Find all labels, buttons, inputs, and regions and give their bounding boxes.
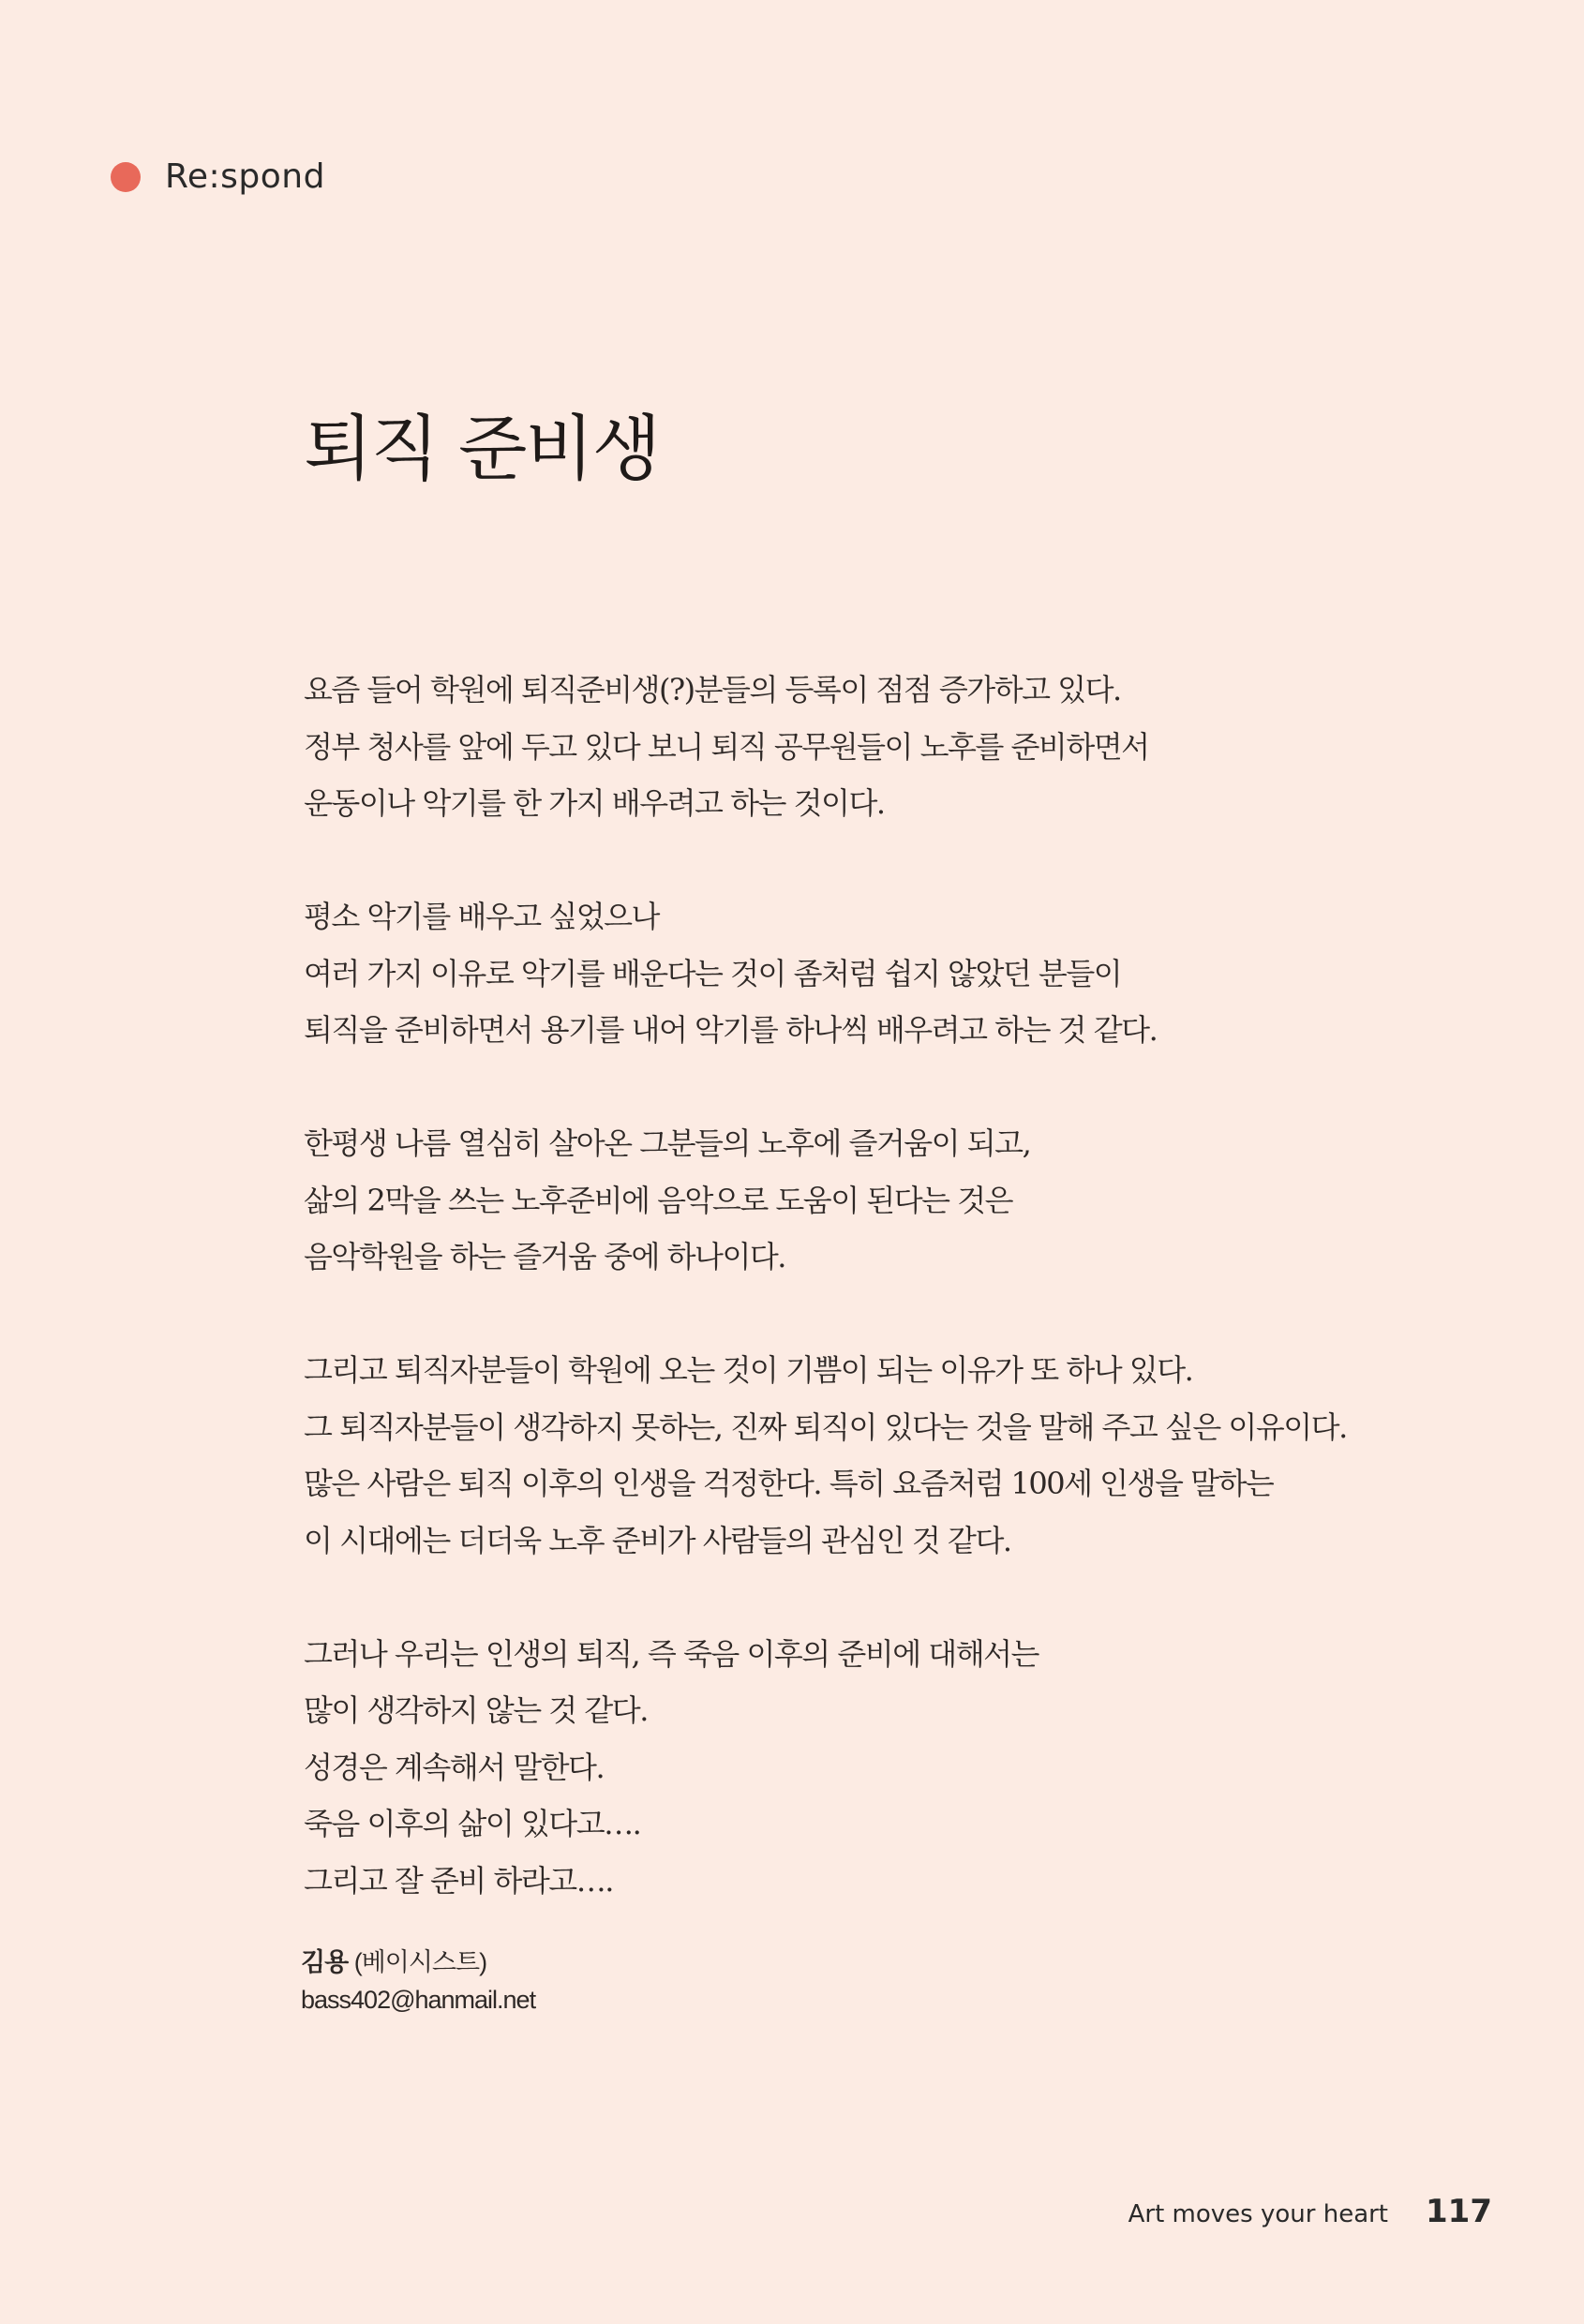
author-email: bass402@hanmail.net <box>301 1986 536 2014</box>
article-paragraph-2: 평소 악기를 배우고 싶었으나 여러 가지 이유로 악기를 배운다는 것이 좀처럼 쉽지 않았던 분들이 퇴직을 준비하면서 용기를 내어 악기를 하나씩 배우려고 하는 것 같다. <box>304 899 1158 1048</box>
article-title: 퇴직 준비생 <box>304 407 660 490</box>
section-label: Re:spond <box>165 157 325 196</box>
page-footer <box>1128 2193 1492 2230</box>
article-paragraph-1: 요즘 들어 학원에 퇴직준비생(?)분들의 등록이 점점 증가하고 있다. 정부 청사를 앞에 두고 있다 보니 퇴직 공무원들이 노후를 준비하면서 운동이나 악기를 한 가지 배우려고 하는 것이다. <box>304 672 1149 821</box>
article-paragraph-4: 그리고 퇴직자분들이 학원에 오는 것이 기쁨이 되는 이유가 또 하나 있다. 그 퇴직자분들이 생각하지 못하는, 진짜 퇴직이 있다는 것을 말해 주고 싶은 이유이다. 많은 사람은 퇴직 이후의 인생을 걱정한다. 특히 요즘처럼 100세 인생을 말하는 이 시대에는 더더욱 노후 준비가 사람들의 관심인 것 같다. <box>304 1352 1347 1558</box>
page-number: 117 <box>1426 2193 1492 2230</box>
article-paragraph-5: 그러나 우리는 인생의 퇴직, 즉 죽음 이후의 준비에 대해서는 많이 생각하지 않는 것 같다. 성경은 계속해서 말한다. 죽음 이후의 삶이 있다고…. 그리고 잘 준비 하라고…. <box>304 1635 1039 1899</box>
article-paragraph-3: 한평생 나름 열심히 살아온 그분들의 노후에 즐거움이 되고, 삶의 2막을 쓰는 노후준비에 음악으로 도움이 된다는 것은 음악학원을 하는 즐거움 중에 하나이다. <box>304 1125 1031 1274</box>
article-body <box>304 662 1522 1909</box>
section-dot-icon <box>111 162 141 192</box>
author-line <box>301 1944 535 1981</box>
footer-slogan: Art moves your heart <box>1128 2200 1389 2228</box>
author-name: 김용 <box>301 1948 349 1976</box>
author-role: (베이시스트) <box>353 1948 487 1976</box>
section-header <box>111 157 325 196</box>
author-block <box>301 1944 535 2019</box>
